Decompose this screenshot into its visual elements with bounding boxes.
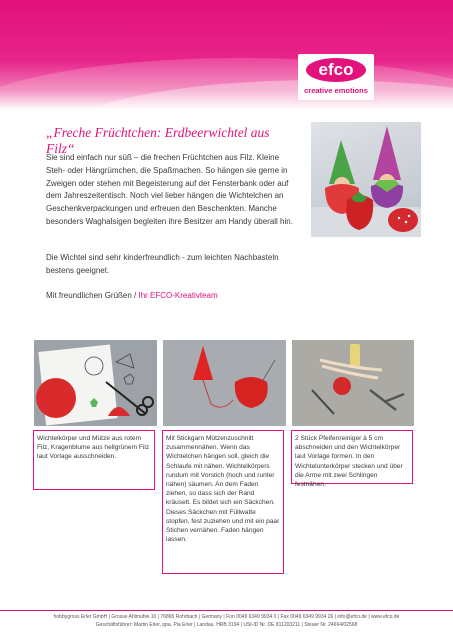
felt-pattern-illustration xyxy=(34,340,157,426)
footer-contact: hobbygross Erler GmbH | Grosse Ahlmühle 10 | 76865 Rohrbach | Germany | Fon 0049 6349 9934 0 | Fax 0049 6349 9934 26 | info@efco.de | www.efco.de xyxy=(53,614,400,620)
team-signature: Ihr EFCO-Kreativteam xyxy=(138,291,218,300)
step-photo xyxy=(163,340,286,426)
footer-legal: Geschäftsführer: Martin Erler, ppa. Pia Erler | Landau, HRB 3194 | USt-ID Nr. DE 811203211 | Steuer Nr. 24664/02568 xyxy=(95,622,358,628)
efco-logo[interactable] xyxy=(298,54,374,100)
logo-tagline: creative emotions xyxy=(304,86,368,95)
intro-paragraph: Sie sind einfach nur süß – die frechen Früchtchen aus Filz. Kleine Steh- oder Hängrümchen, die Spaßmachen. So hängen sie gerne in Zweigen oder stehen mit Begeisterung auf der Fensterbank oder auf dem Jahreszeitentisch. Noch viel lieber hängen die Wichtelchen an Geschenkverpackungen und erfreuen den Beschenkten. Manche besonders Waghalsigen begleiten ihre Besitzer am Handy überall hin. xyxy=(46,153,293,226)
step-photo xyxy=(292,340,414,426)
header-banner xyxy=(0,0,453,110)
step-caption: Wichtelkörper und Mütze aus rotem Filz, Kragenblume aus hellgrünem Filz laut Vorlage ausschneiden. xyxy=(33,430,155,490)
greeting-text: Mit freundlichen Grüßen / xyxy=(46,291,139,300)
step-photo xyxy=(34,340,157,426)
greeting xyxy=(46,290,218,302)
intro-paragraph: Die Wichtel sind sehr kinderfreundlich - zum leichten Nachbasteln bestens geeignet. xyxy=(46,253,279,275)
page-title: „Freche Früchtchen: Erdbeerwichtel aus Filz“ xyxy=(46,125,270,156)
pipe-cleaner-illustration xyxy=(292,340,414,426)
sewing-felt-illustration xyxy=(163,340,286,426)
step-caption: Mit Stickgarn Mützenzuschnitt zusammennähen. Wenn das Wichtelchen hängen soll, gleich die Schlaufe mit nähen. Wichtelkörpers rundum mit Vorstich (hoch und runter nähen) säumen. An dem Faden ziehen, so dass sich der Rand kräuselt. Es bildet sich ein Säckchen. Dieses Säckchen mit Füllwatte stopfen, fest zuziehen und mit ein paar Stichen vernähen. Faden hängen lassen. xyxy=(162,430,284,574)
logo-wordmark: efco xyxy=(306,58,366,82)
strawberry-gnomes-illustration xyxy=(311,122,421,237)
product-photo xyxy=(311,122,421,237)
step-caption: 2 Stück Pfeifenreiniger à 5 cm abschneiden und den Wichtelkörper laut Vorlage formen. In den Wichtelunterkörper stecken und über die Arme mit zwei Schlingen festnähen. xyxy=(291,430,413,484)
footer-divider xyxy=(0,610,453,611)
